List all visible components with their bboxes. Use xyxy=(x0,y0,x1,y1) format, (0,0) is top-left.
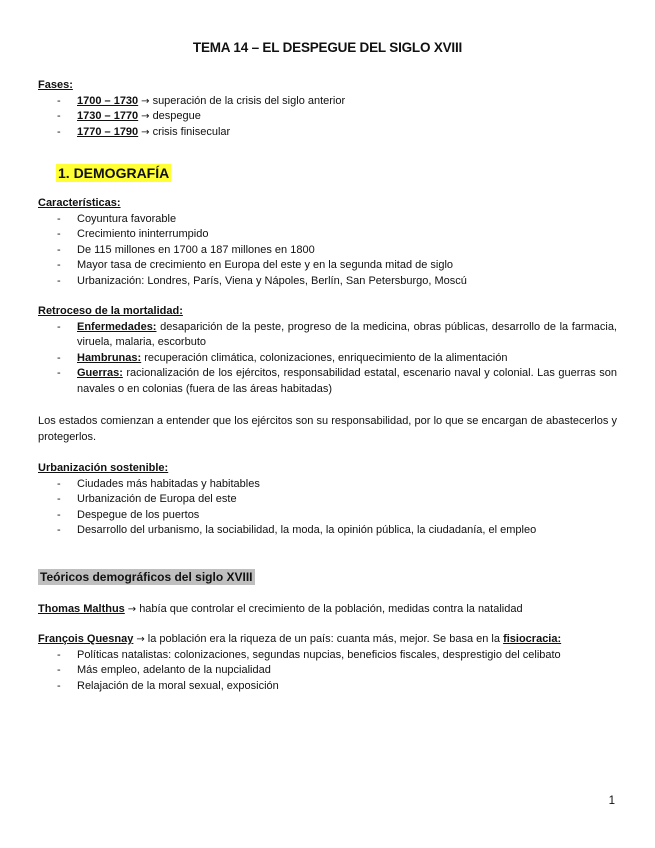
list-item: - Urbanización: Londres, París, Viena y Nápoles, Berlín, San Petersburgo, Moscú xyxy=(38,274,617,290)
list-item: - Mayor tasa de crecimiento en Europa del este y en la segunda mitad de siglo xyxy=(38,258,617,274)
author-name: François Quesnay xyxy=(38,633,134,645)
fisiocracia-term: fisiocracia: xyxy=(503,633,562,645)
fase-years: 1770 – 1790 xyxy=(77,125,139,138)
caracteristicas-section xyxy=(38,196,617,289)
fase-years: 1730 – 1770 xyxy=(77,110,139,122)
caracteristicas-label: Características: xyxy=(38,197,121,209)
fase-text: despegue xyxy=(152,110,201,122)
item-term: Enfermedades: xyxy=(77,320,157,333)
page-title: TEMA 14 – EL DESPEGUE DEL SIGLO XVIII xyxy=(192,40,463,55)
mortalidad-section xyxy=(38,304,617,397)
list-item xyxy=(38,94,617,110)
arrow-icon: → xyxy=(141,111,150,122)
list-item xyxy=(38,351,617,367)
item-text: recuperación climática, colonizaciones, enriquecimiento de la alimentación xyxy=(141,351,508,364)
list-item xyxy=(38,109,617,125)
list-item xyxy=(38,320,617,351)
quesnay-section xyxy=(38,632,617,694)
section-heading-row xyxy=(38,164,617,182)
fase-text: superación de la crisis del siglo anterior xyxy=(152,94,346,107)
list-item: - Crecimiento ininterrumpido xyxy=(38,227,617,243)
section-heading-teoricos: Teóricos demográficos del siglo XVIII xyxy=(40,569,253,584)
caracteristicas-list xyxy=(38,212,617,290)
author-name: Thomas Malthus xyxy=(38,602,125,615)
list-item: - Ciudades más habitadas y habitables xyxy=(38,477,617,493)
list-item: - Urbanización de Europa del este xyxy=(38,492,617,508)
page-number: 1 xyxy=(608,795,615,807)
list-item: - Despegue de los puertos xyxy=(38,508,617,524)
fases-label: Fases: xyxy=(38,79,73,91)
fases-list xyxy=(38,94,617,141)
list-item: - Desarrollo del urbanismo, la sociabilidad, la moda, la opinión pública, la ciudadanía, el empleo xyxy=(38,523,617,539)
item-term: Hambrunas: xyxy=(77,351,142,364)
urbanizacion-section xyxy=(38,461,617,539)
teoricos-heading-row xyxy=(38,569,617,585)
fase-years: 1700 – 1730 xyxy=(77,94,139,107)
mortalidad-list xyxy=(38,320,617,398)
document-page xyxy=(38,40,617,694)
paragraph-estados: Los estados comienzan a entender que los ejércitos son su responsabilidad, por lo que se encargan de abastecerlos y protegerlos. xyxy=(38,415,617,443)
arrow-icon: → xyxy=(141,126,150,138)
quesnay-line xyxy=(38,632,617,648)
section-heading-demografia: 1. DEMOGRAFÍA xyxy=(58,165,170,181)
urbanizacion-list xyxy=(38,477,617,539)
fase-text: crisis finisecular xyxy=(152,125,231,138)
list-item: - Relajación de la moral sexual, exposición xyxy=(38,679,617,695)
list-item: - Coyuntura favorable xyxy=(38,212,617,228)
item-text: desaparición de la peste, progreso de la medicina, obras públicas, desarrollo de la farmacia, viruela, malaria, escorbuto xyxy=(77,320,617,348)
list-item: - Políticas natalistas: colonizaciones, segundas nupcias, beneficios fiscales, desprestigio del celibato xyxy=(38,648,617,664)
arrow-icon: → xyxy=(136,634,145,645)
item-term: Guerras: xyxy=(77,367,123,379)
urbanizacion-label: Urbanización sostenible: xyxy=(38,462,169,474)
author-text: había que controlar el crecimiento de la población, medidas contra la natalidad xyxy=(139,602,523,615)
list-item xyxy=(38,366,617,397)
mortalidad-label: Retroceso de la mortalidad: xyxy=(38,305,183,317)
arrow-icon: → xyxy=(141,95,150,107)
list-item xyxy=(38,125,617,141)
malthus-line xyxy=(38,602,617,618)
author-text: la población era la riqueza de un país: cuanta más, mejor. Se basa en la xyxy=(147,633,500,645)
fases-section xyxy=(38,78,617,140)
list-item: - De 115 millones en 1700 a 187 millones en 1800 xyxy=(38,243,617,259)
quesnay-list xyxy=(38,648,617,695)
item-text: racionalización de los ejércitos, responsabilidad estatal, escenario naval y colonial. Las guerras son navales o en colonias (fuera de las áreas habitadas) xyxy=(77,367,617,395)
list-item: - Más empleo, adelanto de la nupcialidad xyxy=(38,663,617,679)
arrow-icon: → xyxy=(127,603,137,615)
